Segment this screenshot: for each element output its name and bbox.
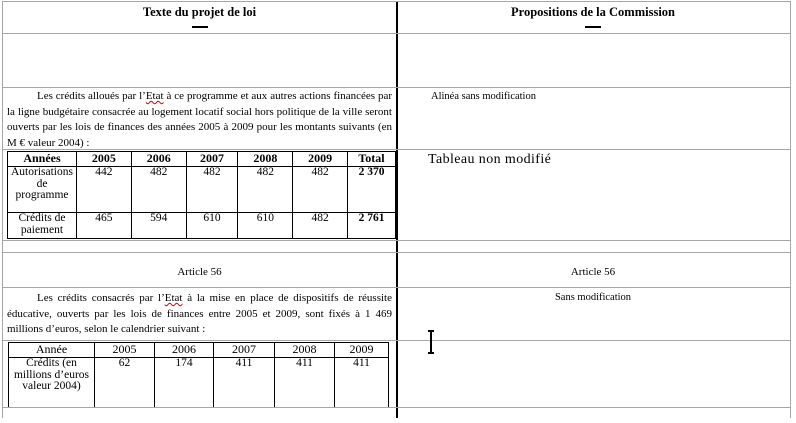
table-header-row [9, 343, 389, 358]
misspelled-word: Etat [145, 90, 164, 102]
header-dash-left [192, 26, 208, 28]
table1-cell [3, 150, 398, 240]
empty-cell [3, 241, 398, 252]
paragraph-reussite-educative [3, 288, 396, 338]
empty-cell [398, 241, 788, 252]
table-header: Années [8, 152, 77, 167]
table-value: 594 [131, 213, 186, 239]
table-header: 2005 [76, 152, 131, 167]
table-header: 2009 [293, 152, 348, 167]
row-label: Crédits (en millions d’euros valeur 2004) [9, 358, 95, 408]
empty-cell [398, 341, 788, 407]
left-column-title: Texte du projet de loi [142, 5, 257, 19]
article-cell-right [398, 253, 788, 287]
table1-row [3, 150, 790, 241]
table-value: 411 [275, 358, 335, 408]
table-header: Total [348, 152, 396, 167]
right-column-title: Propositions de la Commission [510, 5, 676, 19]
table-value: 482 [293, 167, 348, 213]
paragraph1-row [3, 88, 790, 150]
paragraph2-cell [3, 288, 398, 340]
table-value: 482 [238, 167, 293, 213]
table2-row [3, 341, 790, 408]
misspelled-word: Etat [164, 292, 183, 304]
credits-table-2 [8, 342, 389, 407]
table-header: 2007 [186, 152, 238, 167]
credits-table-1 [7, 151, 396, 239]
paragraph2-row [3, 288, 790, 341]
ibeam-cap-bottom [428, 352, 434, 354]
table-value: 465 [76, 213, 131, 239]
sans-note-cell [398, 288, 788, 340]
ibeam-bar [430, 331, 432, 353]
empty-row [3, 408, 790, 418]
article-row [3, 253, 790, 288]
table-value: 442 [76, 167, 131, 213]
paragraph-text: à la mise en place de dispositifs de réussite éducative, ouverts par les lois de finances entre 2005 et 2009, sont fixés à 1 469 millions d’euros, selon le calendrier suivant : [7, 292, 392, 335]
table-row [8, 167, 396, 213]
empty-cell [3, 34, 398, 87]
paragraph1-cell [3, 88, 398, 149]
table-row [9, 358, 389, 408]
alinea-note: Alinéa sans modification [431, 91, 536, 102]
table-header: 2009 [335, 343, 389, 358]
table-value: 411 [214, 358, 275, 408]
ibeam-cursor [427, 330, 435, 354]
table-value: 482 [186, 167, 238, 213]
article-heading-left: Article 56 [177, 266, 222, 278]
table-value: 482 [131, 167, 186, 213]
empty-cell [398, 34, 788, 87]
header-cell-left [3, 2, 398, 33]
header-cell-right [398, 2, 788, 33]
table-row [8, 213, 396, 239]
table-value: 482 [293, 213, 348, 239]
tableau-note: Tableau non modifié [428, 152, 552, 167]
article-cell-left [3, 253, 398, 287]
table-header-row [8, 152, 396, 167]
table-value: 174 [155, 358, 214, 408]
table-header: 2006 [131, 152, 186, 167]
table-total: 2 761 [348, 213, 396, 239]
article-heading-right: Article 56 [570, 266, 616, 278]
tableau-note-cell [398, 150, 788, 240]
paragraph-credits-logement [3, 88, 396, 149]
alinea-note-cell [398, 88, 788, 149]
header-dash-right [585, 26, 601, 28]
table-header: 2007 [214, 343, 275, 358]
table-value: 610 [186, 213, 238, 239]
table2-cell [3, 341, 398, 407]
table-header: 2008 [238, 152, 293, 167]
empty-row [3, 241, 790, 253]
empty-row [3, 34, 790, 88]
paragraph-text: Les crédits alloués par l’ [37, 90, 146, 102]
row-label: Crédits de paiement [8, 213, 77, 239]
table-value: 411 [335, 358, 389, 408]
row-label: Autorisations de programme [8, 167, 77, 213]
table-header: 2005 [95, 343, 155, 358]
table-header: Année [9, 343, 95, 358]
table-value: 610 [238, 213, 293, 239]
sans-modification-note: Sans modification [554, 292, 632, 303]
table-value: 62 [95, 358, 155, 408]
table-header: 2006 [155, 343, 214, 358]
header-row [3, 2, 790, 34]
comparison-table [2, 1, 791, 418]
paragraph-text: Les crédits consacrés par l’ [37, 292, 165, 304]
empty-cell [398, 408, 788, 418]
empty-cell [3, 408, 398, 418]
paragraph-text: à ce programme et aux autres actions financées par la ligne budgétaire consacrée au logement locatif social hors politique de la ville seront ouverts par les lois de finances des années 2005 à 2009 pour les montants suivants (en M € valeur 2004) : [7, 90, 392, 149]
table-total: 2 370 [348, 167, 396, 213]
table-header: 2008 [275, 343, 335, 358]
